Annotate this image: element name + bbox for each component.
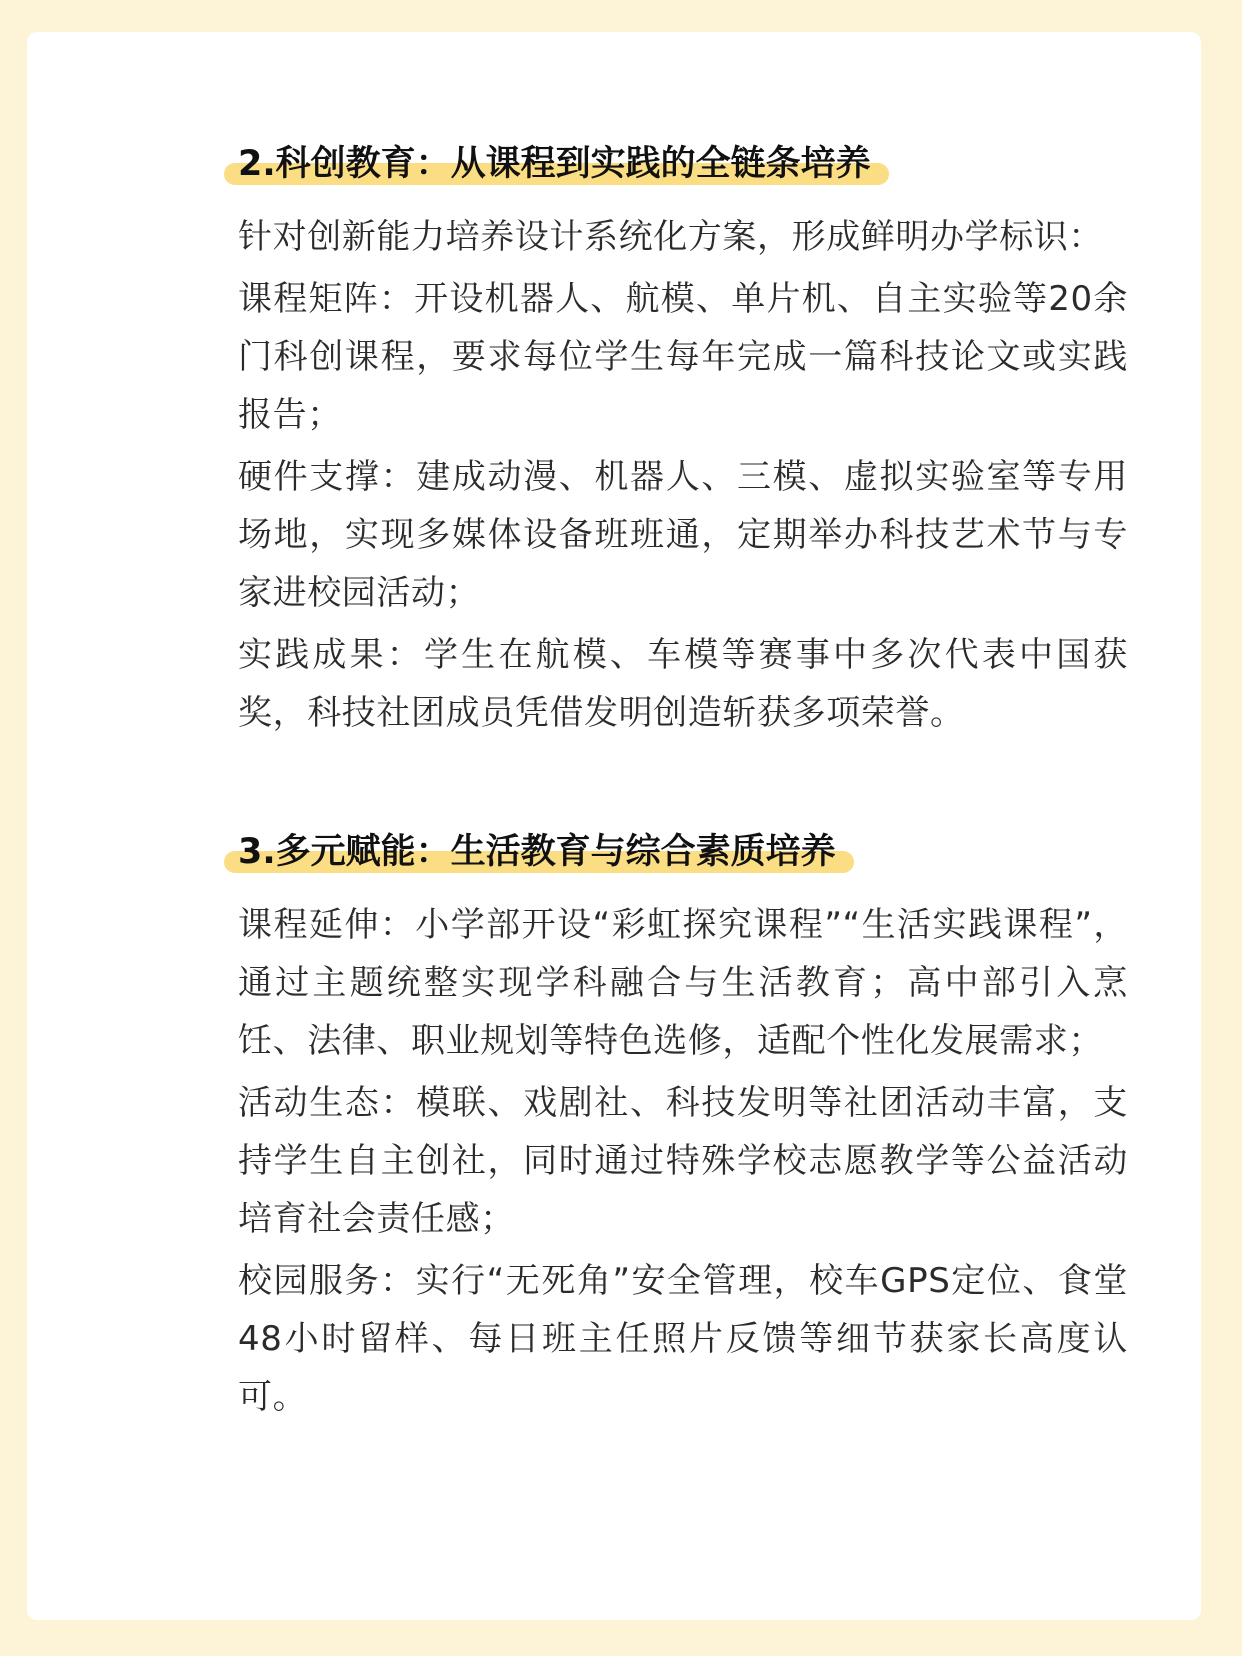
hardware-support-paragraph: 硬件支撑：建成动漫、机器人、三模、虚拟实验室等专用场地，实现多媒体设备班班通，定期举办科技艺术节与专家进校园活动； <box>238 457 1128 613</box>
section-diverse-empowerment <box>238 822 1128 1426</box>
section-heading: 3.多元赋能：生活教育与综合素质培养 <box>238 822 840 882</box>
activity-ecology-paragraph: 活动生态：模联、戏剧社、科技发明等社团活动丰富，支持学生自主创社，同时通过特殊学校志愿教学等公益活动培育社会责任感； <box>238 1083 1128 1239</box>
section-science-education <box>238 134 1128 742</box>
intro-paragraph: 针对创新能力培养设计系统化方案，形成鲜明办学标识： <box>238 217 1103 257</box>
course-matrix-paragraph: 课程矩阵：开设机器人、航模、单片机、自主实验等20余门科创课程，要求每位学生每年完成一篇科技论文或实践报告； <box>238 279 1128 435</box>
course-extension-paragraph: 课程延伸：小学部开设“彩虹探究课程”“生活实践课程”，通过主题统整实现学科融合与生活教育；高中部引入烹饪、法律、职业规划等特色选修，适配个性化发展需求； <box>238 905 1128 1061</box>
section-heading: 2.科创教育：从课程到实践的全链条培养 <box>238 134 875 194</box>
article-body <box>238 134 1128 1430</box>
content-card <box>27 32 1201 1620</box>
campus-service-paragraph: 校园服务：实行“无死角”安全管理，校车GPS定位、食堂48小时留样、每日班主任照片反馈等细节获家长高度认可。 <box>238 1261 1128 1417</box>
practice-results-paragraph: 实践成果：学生在航模、车模等赛事中多次代表中国获奖，科技社团成员凭借发明创造斩获多项荣誉。 <box>238 635 1128 733</box>
